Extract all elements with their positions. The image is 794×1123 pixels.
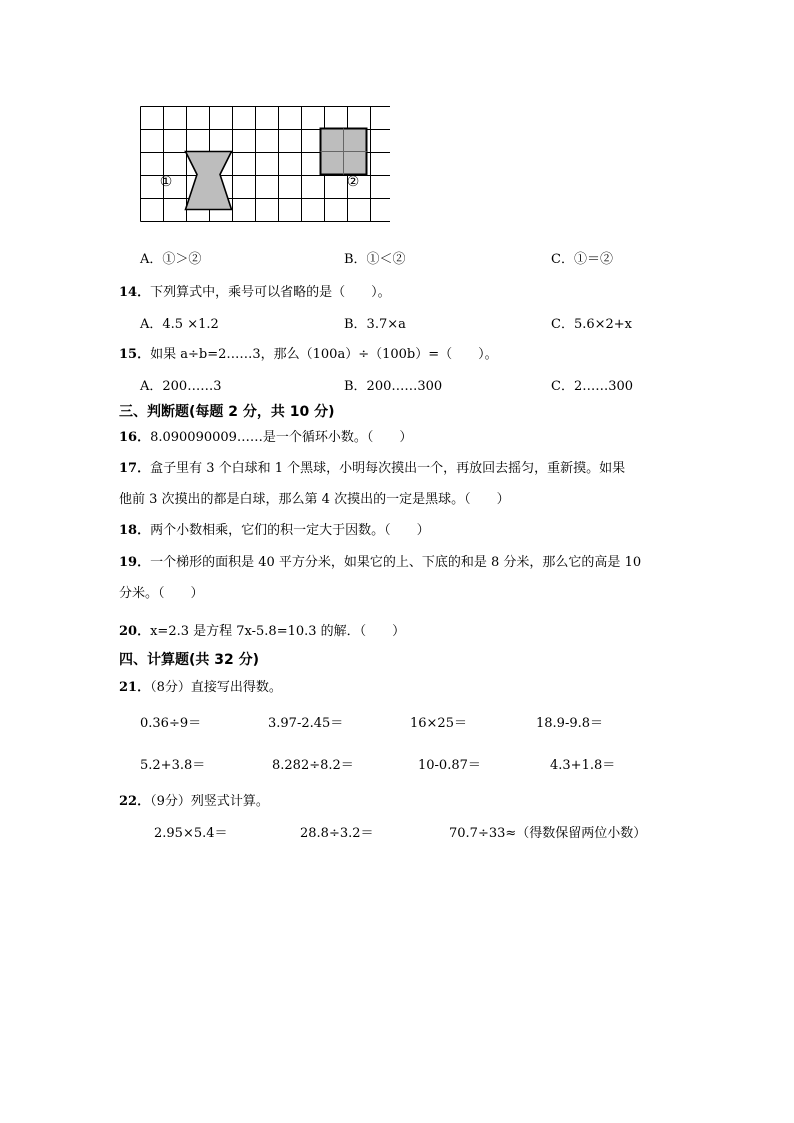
calc-item: 5.2+3.8＝ [140,758,206,773]
question-number: 16． [119,430,151,445]
question-19-line-1 [119,551,641,570]
calc-item: 8.282÷8.2＝ [272,758,354,773]
question-text: （9分）列竖式计算。 [150,794,269,809]
q13-option-a: A．①＞② [140,252,202,267]
q14-option-c: C．5.6×2+x [551,317,633,332]
question-number: 22． [119,794,151,809]
question-18 [119,519,430,538]
q14-option-a: A．4.5 ×1.2 [140,317,219,332]
calc-item: 0.36÷9＝ [140,716,202,731]
question-21 [119,676,282,695]
calc-item: 18.9-9.8＝ [536,716,604,731]
question-number: 18． [119,523,151,538]
question-text: 8.090090009……是一个循环小数。（ ） [150,430,413,445]
question-number: 19． [119,555,151,570]
question-15 [119,343,498,362]
question-22 [119,790,269,809]
calc-item: 28.8÷3.2＝ [300,826,374,841]
question-number: 21． [119,680,151,695]
question-text: 如果 a÷b=2……3，那么（100a）÷（100b）=（ ）。 [150,347,498,362]
section-4-title: 四、计算题(共 32 分) [119,652,260,668]
question-16 [119,426,412,445]
question-text: 下列算式中，乘号可以省略的是（ ）。 [150,285,391,300]
shape-2-label: ② [346,174,360,190]
calc-item: 4.3+1.8＝ [550,758,616,773]
q13-option-c: C．①＝② [551,252,613,267]
question-17-line-1 [119,457,625,476]
q15-option-b: B．200……300 [344,379,443,394]
q15-option-a: A．200……3 [140,379,222,394]
question-text: x=2.3 是方程 7x-5.8=10.3 的解．（ ） [150,624,406,639]
q14-option-b: B．3.7×a [344,317,406,332]
question-text: 一个梯形的面积是 40 平方分米，如果它的上、下底的和是 8 分米，那么它的高是 10 [150,555,642,570]
question-19-line-2: 分米。（ ） [119,586,204,601]
question-number: 14． [119,285,151,300]
calc-item: 10-0.87＝ [418,758,481,773]
question-14 [119,281,391,300]
question-text: （8分）直接写出得数。 [150,680,282,695]
question-text: 盒子里有 3 个白球和 1 个黑球，小明每次摸出一个，再放回去摇匀，重新摸。如果 [150,461,626,476]
question-number: 17． [119,461,151,476]
calc-item: 16×25＝ [410,716,467,731]
question-text: 两个小数相乘，它们的积一定大于因数。（ ） [150,523,430,538]
q13-option-b: B．①＜② [344,252,406,267]
question-number: 20． [119,624,151,639]
shape-1-label: ① [159,174,173,190]
calc-item: 3.97-2.45＝ [268,716,344,731]
question-number: 15． [119,347,151,362]
calc-item: 70.7÷33≈（得数保留两位小数） [449,826,647,841]
section-3-title: 三、判断题(每题 2 分，共 10 分) [119,404,335,420]
q15-option-c: C．2……300 [551,379,634,394]
grid-figure [140,106,390,236]
calc-item: 2.95×5.4＝ [154,826,228,841]
question-17-line-2: 他前 3 次摸出的都是白球，那么第 4 次摸出的一定是黑球。（ ） [119,492,510,507]
question-20 [119,620,405,639]
shape-1-bowtie [186,152,232,210]
